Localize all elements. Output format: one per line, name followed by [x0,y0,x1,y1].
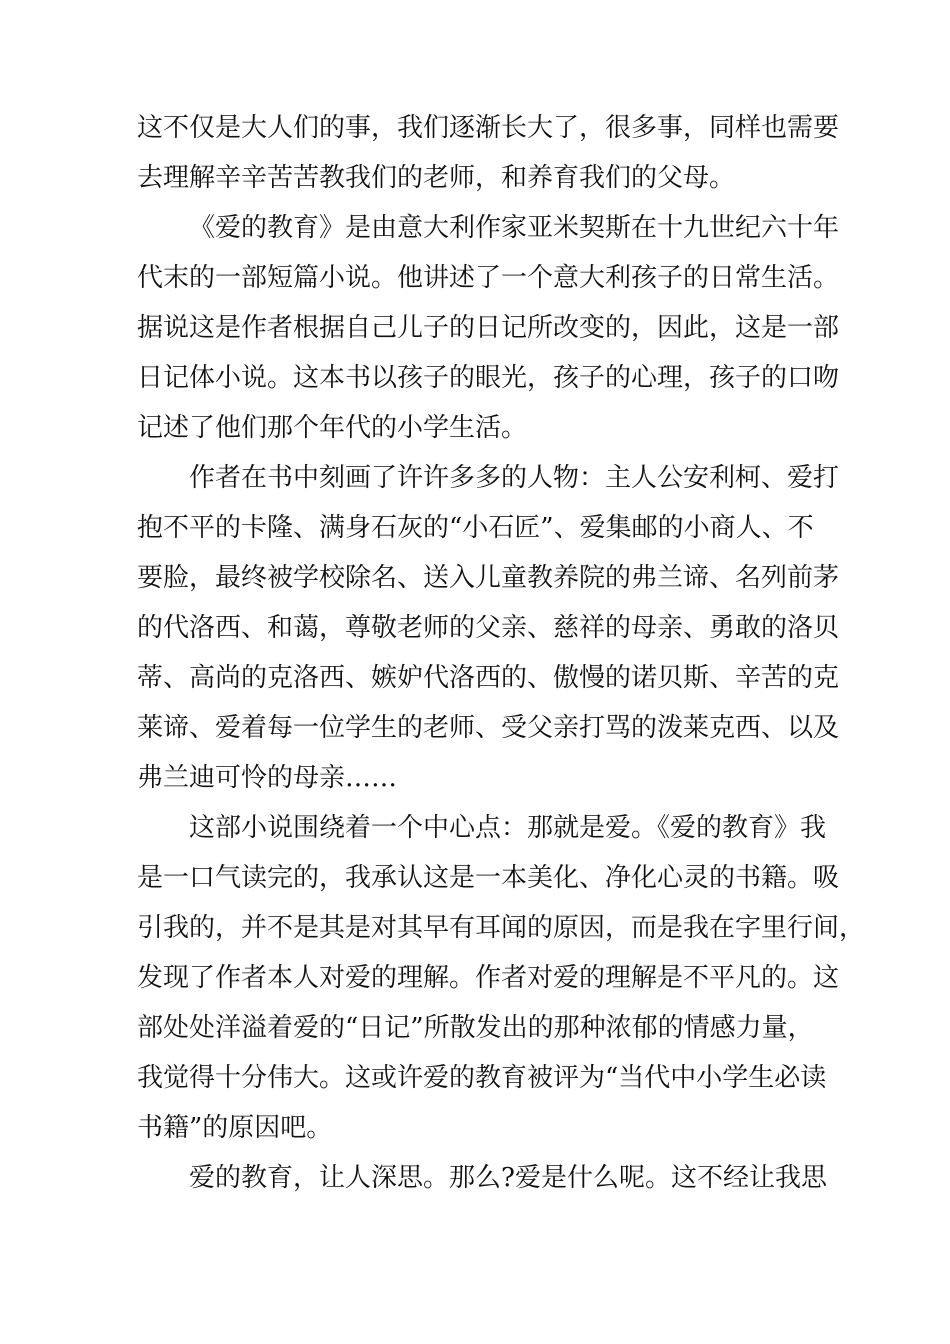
text-line: 蒂、高尚的克洛西、嫉妒代洛西的、傲慢的诺贝斯、辛苦的克 [137,663,840,693]
text-line: 发现了作者本人对爱的理解。作者对爱的理解是不平凡的。这 [137,963,840,993]
text-line: 抱不平的卡隆、满身石灰的“小石匠”、爱集邮的小商人、不 [137,513,814,543]
text-line: 我觉得十分伟大。这或许爱的教育被评为“当代中小学生必读 [137,1063,827,1093]
text-line: 莱谛、爱着每一位学生的老师、受父亲打骂的泼莱克西、以及 [137,713,840,743]
paragraph-start-line: 作者在书中刻画了许许多多的人物：主人公安利柯、爱打 [189,463,840,493]
paragraph-start-line: 爱的教育，让人深思。那么?爱是什么呢。这不经让我思 [189,1163,827,1193]
text-line: 记述了他们那个年代的小学生活。 [137,413,528,443]
text-line: 去理解辛辛苦苦教我们的老师，和养育我们的父母。 [137,163,736,193]
text-line: 的代洛西、和蔼，尊敬老师的父亲、慈祥的母亲、勇敢的洛贝 [137,613,840,643]
text-line: 部处处洋溢着爱的“日记”所散发出的那种浓郁的情感力量， [137,1013,814,1043]
document-body [137,103,866,1203]
paragraph-start-line: 这部小说围绕着一个中心点：那就是爱。《爱的教育》我 [189,813,827,843]
text-line: 是一口气读完的，我承认这是一本美化、净化心灵的书籍。吸 [137,863,840,893]
text-line: 书籍”的原因吧。 [137,1113,333,1143]
text-line: 据说这是作者根据自己儿子的日记所改变的，因此，这是一部 [137,313,840,343]
text-line: 这不仅是大人们的事，我们逐渐长大了，很多事，同样也需要 [137,113,840,143]
text-line: 弗兰迪可怜的母亲…… [137,763,398,793]
text-line: 引我的，并不是其是对其早有耳闻的原因，而是我在字里行间， [137,913,866,943]
text-line: 日记体小说。这本书以孩子的眼光，孩子的心理，孩子的口吻 [137,363,840,393]
text-line: 要脸，最终被学校除名、送入儿童教养院的弗兰谛、名列前茅 [137,563,840,593]
paragraph-start-line: 《爱的教育》是由意大利作家亚米契斯在十九世纪六十年 [189,213,840,243]
text-line: 代末的一部短篇小说。他讲述了一个意大利孩子的日常生活。 [137,263,840,293]
